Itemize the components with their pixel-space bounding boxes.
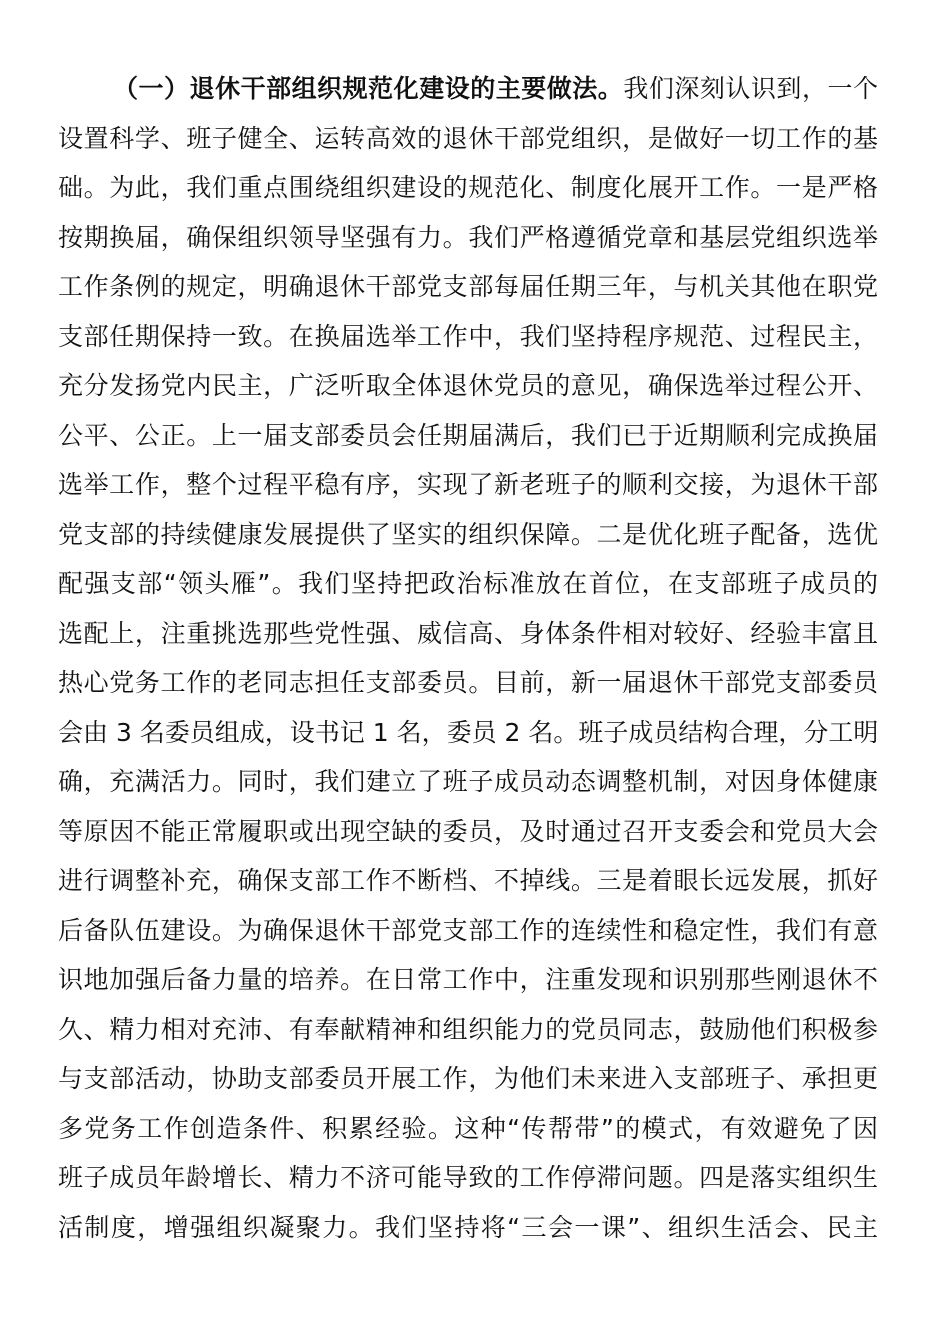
text-line: 进行调整补充，确保支部工作不断档、不掉线。三是着眼长远发展，抓好 xyxy=(58,866,878,895)
text-line: 会由 3 名委员组成，设书记 1 名，委员 2 名。班子成员结构合理，分工明 xyxy=(58,717,879,747)
text-line: 配强支部“领头雁”。我们坚持把政治标准放在首位，在支部班子成员的 xyxy=(58,569,878,598)
text-line: 支部任期保持一致。在换届选举工作中，我们坚持程序规范、过程民主， xyxy=(58,321,878,351)
body-paragraph xyxy=(58,64,878,1252)
text-line: 久、精力相对充沛、有奉献精神和组织能力的党员同志，鼓励他们积极参 xyxy=(58,1014,878,1044)
text-line: 确，充满活力。同时，我们建立了班子成员动态调整机制，对因身体健康 xyxy=(58,767,878,796)
text-line: 后备队伍建设。为确保退休干部党支部工作的连续性和稳定性，我们有意 xyxy=(58,915,878,945)
section-heading: （一）退休干部组织规范化建设的主要做法。 xyxy=(113,74,624,103)
text-line: 公平、公正。上一届支部委员会任期届满后，我们已于近期顺利完成换届 xyxy=(58,420,878,450)
text-line: 设置科学、班子健全、运转高效的退休干部党组织，是做好一切工作的基 xyxy=(58,123,878,153)
text-line: 热心党务工作的老同志担任支部委员。目前，新一届退休干部党支部委员 xyxy=(58,668,878,697)
text-line: 工作条例的规定，明确退休干部党支部每届任期三年，与机关其他在职党 xyxy=(58,272,878,301)
text-line: 党支部的持续健康发展提供了坚实的组织保障。二是优化班子配备，选优 xyxy=(58,519,878,549)
text-line: 充分发扬党内民主，广泛听取全体退休党员的意见，确保选举过程公开、 xyxy=(58,371,878,400)
text-line: 选配上，注重挑选那些党性强、威信高、身体条件相对较好、经验丰富且 xyxy=(58,618,878,648)
text-line: 班子成员年龄增长、精力不济可能导致的工作停滞问题。四是落实组织生 xyxy=(58,1163,878,1192)
text-line: 多党务工作创造条件、积累经验。这种“传帮带”的模式，有效避免了因 xyxy=(58,1113,878,1143)
text-line: 等原因不能正常履职或出现空缺的委员，及时通过召开支委会和党员大会 xyxy=(58,816,878,846)
text-line: 础。为此，我们重点围绕组织建设的规范化、制度化展开工作。一是严格 xyxy=(58,173,878,202)
paragraph-first-line xyxy=(58,64,878,114)
text-line: 活制度，增强组织凝聚力。我们坚持将“三会一课”、组织生活会、民主 xyxy=(58,1212,878,1242)
text-line: 识地加强后备力量的培养。在日常工作中，注重发现和识别那些刚退休不 xyxy=(58,965,878,994)
text-line: 选举工作，整个过程平稳有序，实现了新老班子的顺利交接，为退休干部 xyxy=(58,470,878,499)
text-line: 按期换届，确保组织领导坚强有力。我们严格遵循党章和基层党组织选举 xyxy=(58,222,878,252)
heading-continuation: 我们深刻认识到，一个 xyxy=(623,74,878,103)
text-line: 与支部活动，协助支部委员开展工作，为他们未来进入支部班子、承担更 xyxy=(58,1064,878,1093)
